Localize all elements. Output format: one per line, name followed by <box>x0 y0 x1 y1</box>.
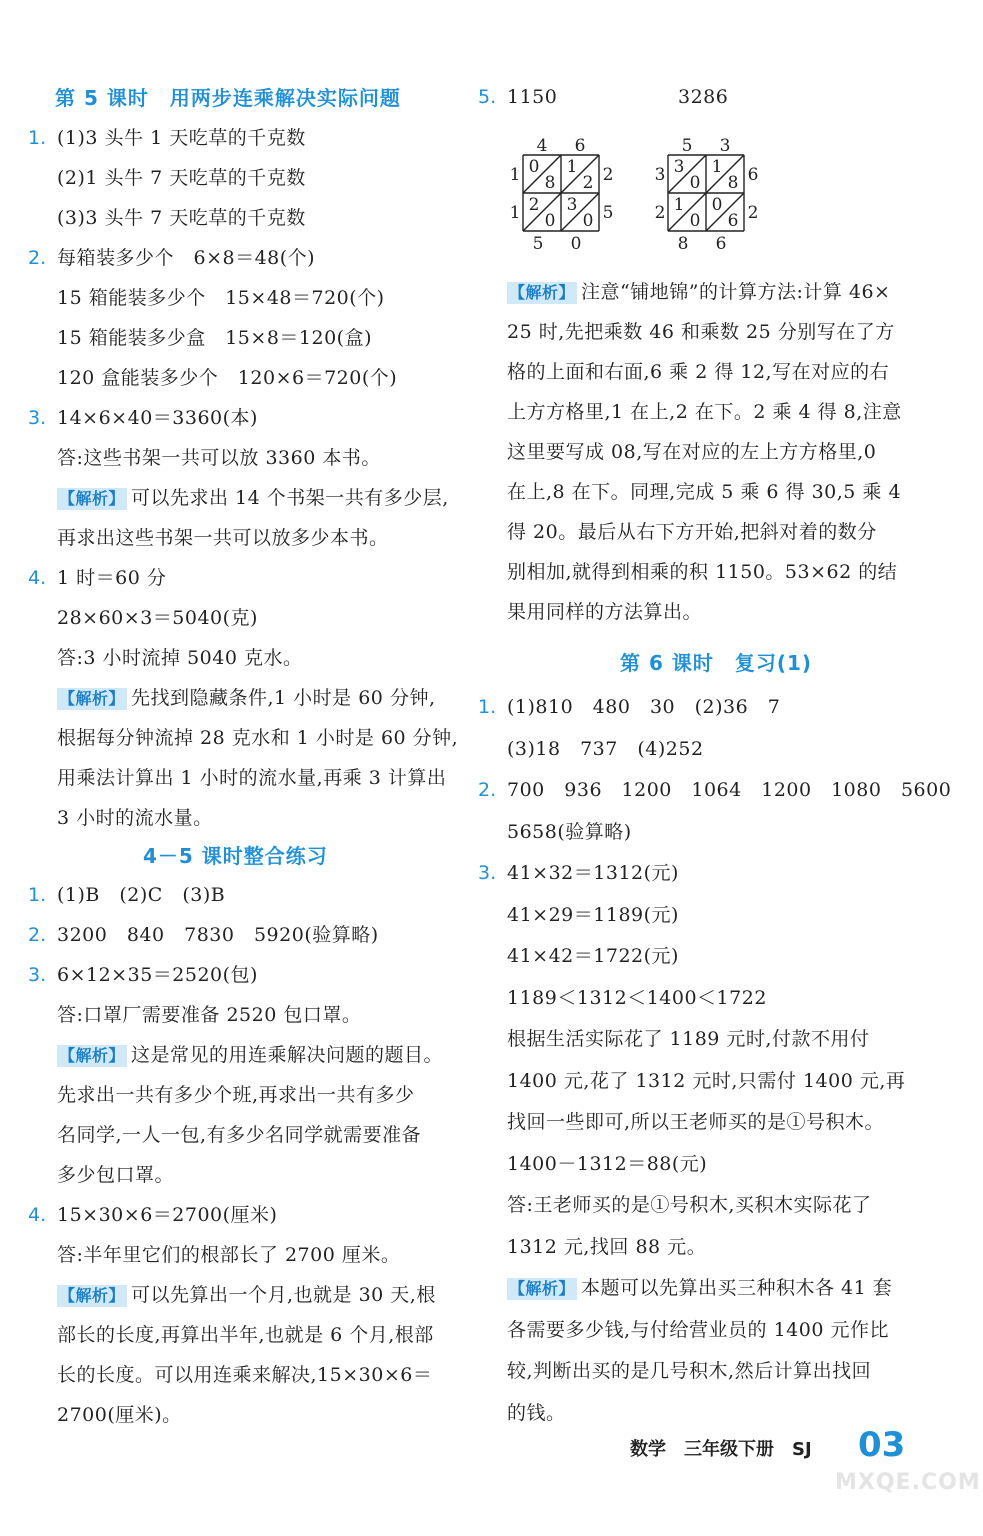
grid-cell-lower-digit: 8 <box>544 173 556 193</box>
a5-analysis-text: 注意“铺地锦”的计算方法:计算 46× <box>581 281 891 303</box>
r3-line8: 1400－1312＝88(元) <box>507 1153 708 1175</box>
q1-line2: (2)1 头牛 7 天吃草的千克数 <box>57 167 306 189</box>
lattice-grid-2 <box>650 135 770 255</box>
grid-cell-lower-digit: 0 <box>582 211 594 231</box>
grid-top-digit: 6 <box>574 136 586 156</box>
r3-number: 3. <box>478 862 497 884</box>
grid-cell-lower-digit: 2 <box>582 173 594 193</box>
grid-bottom-digit: 6 <box>715 234 727 254</box>
q2-line2: 15 箱能装多少个 15×48＝720(个) <box>57 287 385 309</box>
q3-analysis-text: 可以先求出 14 个书架一共有多少层, <box>131 487 449 509</box>
analysis-tag: 【解析】 <box>59 689 126 708</box>
p3-analysis-line1 <box>57 1043 443 1067</box>
r3-line3: 41×42＝1722(元) <box>507 945 679 967</box>
q3-analysis-line2: 再求出这些书架一共可以放多少本书。 <box>57 527 389 549</box>
q4-analysis-line2: 根据每分钟流掉 28 克水和 1 小时是 60 分钟, <box>57 727 459 749</box>
footer-subject: 数学 三年级下册 SJ <box>630 1439 812 1460</box>
p4-analysis-line2: 部长的长度,再算出半年,也就是 6 个月,根部 <box>57 1324 434 1346</box>
r2-number: 2. <box>478 779 497 801</box>
p3-analysis-line4: 多少包口罩。 <box>57 1164 175 1186</box>
q3-line2: 答:这些书架一共可以放 3360 本书。 <box>57 447 381 469</box>
grid-left-digit: 3 <box>654 165 666 185</box>
grid-top-digit: 3 <box>719 136 731 156</box>
grid-bottom-digit: 0 <box>570 234 582 254</box>
p3-number: 3. <box>28 964 47 986</box>
p1-number: 1. <box>28 884 47 906</box>
grid-cell-upper-digit: 3 <box>566 195 578 215</box>
a5-analysis-line5: 这里要写成 08,写在对应的左上方方格里,0 <box>507 441 877 463</box>
q4-line2: 28×60×3＝5040(克) <box>57 607 258 629</box>
analysis-tag: 【解析】 <box>59 1286 126 1305</box>
r3-line2: 41×29＝1189(元) <box>507 904 679 926</box>
r3-analysis-line3: 较,判断出买的是几号积木,然后计算出找回 <box>507 1360 872 1382</box>
q4-line3: 答:3 小时流掉 5040 克水。 <box>57 647 303 669</box>
q4-analysis-line3: 用乘法计算出 1 小时的流水量,再乘 3 计算出 <box>57 767 447 789</box>
a5-analysis-line7: 得 20。最后从右下方开始,把斜对着的数分 <box>507 521 877 543</box>
q4-analysis-line1 <box>57 686 435 710</box>
p4-analysis-line4: 2700(厘米)。 <box>57 1404 182 1426</box>
p3-analysis-text: 这是常见的用连乘解决问题的题目。 <box>131 1044 444 1066</box>
p2-line1: 3200 840 7830 5920(验算略) <box>57 924 379 946</box>
grid-cell-upper-digit: 2 <box>528 195 540 215</box>
lattice-grid-1 <box>505 135 625 255</box>
q2-line3: 15 箱能装多少盒 15×8＝120(盒) <box>57 327 372 349</box>
analysis-tag: 【解析】 <box>59 489 126 508</box>
page-number: 03 <box>858 1425 906 1465</box>
p1-line1: (1)B (2)C (3)B <box>57 884 226 906</box>
q3-line1: 14×6×40＝3360(本) <box>57 407 258 429</box>
p2-number: 2. <box>28 924 47 946</box>
analysis-tag: 【解析】 <box>509 1279 576 1298</box>
r3-analysis-line2: 各需要多少钱,与付给营业员的 1400 元作比 <box>507 1319 889 1341</box>
grid-cell-upper-digit: 3 <box>673 157 685 177</box>
analysis-tag: 【解析】 <box>509 283 576 302</box>
p3-line2: 答:口罩厂需要准备 2520 包口罩。 <box>57 1004 362 1026</box>
p4-line1: 15×30×6＝2700(厘米) <box>57 1204 278 1226</box>
grid-left-digit: 1 <box>509 165 521 185</box>
grid-right-digit: 5 <box>602 203 614 223</box>
q4-line1: 1 时＝60 分 <box>57 567 167 589</box>
a5-analysis-line4: 上方方格里,1 在上,2 在下。2 乘 4 得 8,注意 <box>507 401 902 423</box>
a5-analysis-line8: 别相加,就得到相乘的积 1150。53×62 的结 <box>507 561 898 583</box>
r2-line1: 700 936 1200 1064 1200 1080 5600 <box>507 779 952 801</box>
grid-cell-lower-digit: 0 <box>689 211 701 231</box>
q1-number: 1. <box>28 127 47 149</box>
a5-analysis-line3: 格的上面和右面,6 乘 2 得 12,写在对应的右 <box>507 361 890 383</box>
p4-analysis-line3: 长的长度。可以用连乘来解决,15×30×6＝ <box>57 1364 433 1386</box>
q3-analysis-line1 <box>57 486 449 510</box>
grid-top-digit: 5 <box>681 136 693 156</box>
p4-line2: 答:半年里它们的根部长了 2700 厘米。 <box>57 1244 401 1266</box>
grid-cell-upper-digit: 0 <box>528 157 540 177</box>
a5-analysis-line1 <box>507 280 890 304</box>
q1-line1: (1)3 头牛 1 天吃草的千克数 <box>57 127 306 149</box>
r3-line4: 1189＜1312＜1400＜1722 <box>507 987 767 1009</box>
r3-line10: 1312 元,找回 88 元。 <box>507 1236 707 1258</box>
grid-top-digit: 4 <box>536 136 548 156</box>
grid-left-digit: 2 <box>654 203 666 223</box>
a5-analysis-line2: 25 时,先把乘数 46 和乘数 25 分别写在了方 <box>507 321 895 343</box>
q2-number: 2. <box>28 247 47 269</box>
q4-analysis-text: 先找到隐藏条件,1 小时是 60 分钟, <box>131 687 436 709</box>
q1-line3: (3)3 头牛 7 天吃草的千克数 <box>57 207 306 229</box>
grid-cell-upper-digit: 1 <box>673 195 685 215</box>
lesson6-heading: 第 6 课时 复习(1) <box>620 651 813 675</box>
grid-cell-upper-digit: 1 <box>711 157 723 177</box>
grid-right-digit: 2 <box>602 165 614 185</box>
p4-number: 4. <box>28 1204 47 1226</box>
grid-cell-lower-digit: 8 <box>727 173 739 193</box>
q2-line4: 120 盒能装多少个 120×6＝720(个) <box>57 367 398 389</box>
watermark: MXQE.COM <box>835 1470 981 1495</box>
lesson5-heading: 第 5 课时 用两步连乘解决实际问题 <box>55 86 401 110</box>
grid-cell-lower-digit: 0 <box>544 211 556 231</box>
q5-answer-a: 1150 <box>507 86 558 108</box>
p4-analysis-text: 可以先算出一个月,也就是 30 天,根 <box>131 1284 436 1306</box>
integrated-practice-heading: 4－5 课时整合练习 <box>143 844 328 868</box>
p3-line1: 6×12×35＝2520(包) <box>57 964 258 986</box>
p4-analysis-line1 <box>57 1283 436 1307</box>
analysis-tag: 【解析】 <box>59 1046 126 1065</box>
grid-left-digit: 1 <box>509 203 521 223</box>
q4-analysis-line4: 3 小时的流水量。 <box>57 807 213 829</box>
grid-cell-lower-digit: 0 <box>689 173 701 193</box>
grid-bottom-digit: 5 <box>532 234 544 254</box>
a5-analysis-line6: 在上,8 在下。同理,完成 5 乘 6 得 30,5 乘 4 <box>507 481 902 503</box>
r3-line7: 找回一些即可,所以王老师买的是①号积木。 <box>507 1111 885 1133</box>
q5-answer-b: 3286 <box>678 86 729 108</box>
grid-cell-upper-digit: 0 <box>711 195 723 215</box>
r3-line9: 答:王老师买的是①号积木,买积木实际花了 <box>507 1194 872 1216</box>
r3-analysis-text: 本题可以先算出买三种积木各 41 套 <box>581 1277 893 1299</box>
r3-analysis-line1 <box>507 1276 892 1300</box>
grid-cell-lower-digit: 6 <box>727 211 739 231</box>
r3-analysis-line4: 的钱。 <box>507 1402 566 1424</box>
r1-number: 1. <box>478 696 497 718</box>
a5-analysis-line9: 果用同样的方法算出。 <box>507 601 703 623</box>
grid-right-digit: 6 <box>747 165 759 185</box>
r3-line1: 41×32＝1312(元) <box>507 862 679 884</box>
grid-cell-upper-digit: 1 <box>566 157 578 177</box>
r1-line2: (3)18 737 (4)252 <box>507 738 704 760</box>
grid-bottom-digit: 8 <box>677 234 689 254</box>
q3-number: 3. <box>28 407 47 429</box>
r2-line2: 5658(验算略) <box>507 821 632 843</box>
p3-analysis-line3: 名同学,一人一包,有多少名同学就需要准备 <box>57 1124 422 1146</box>
p3-analysis-line2: 先求出一共有多少个班,再求出一共有多少 <box>57 1084 415 1106</box>
q2-line1: 每箱装多少个 6×8＝48(个) <box>57 247 316 269</box>
r3-line6: 1400 元,花了 1312 元时,只需付 1400 元,再 <box>507 1070 906 1092</box>
grid-right-digit: 2 <box>747 203 759 223</box>
q4-number: 4. <box>28 567 47 589</box>
r3-line5: 根据生活实际花了 1189 元时,付款不用付 <box>507 1028 870 1050</box>
q5-number: 5. <box>478 86 497 108</box>
r1-line1: (1)810 480 30 (2)36 7 <box>507 696 781 718</box>
